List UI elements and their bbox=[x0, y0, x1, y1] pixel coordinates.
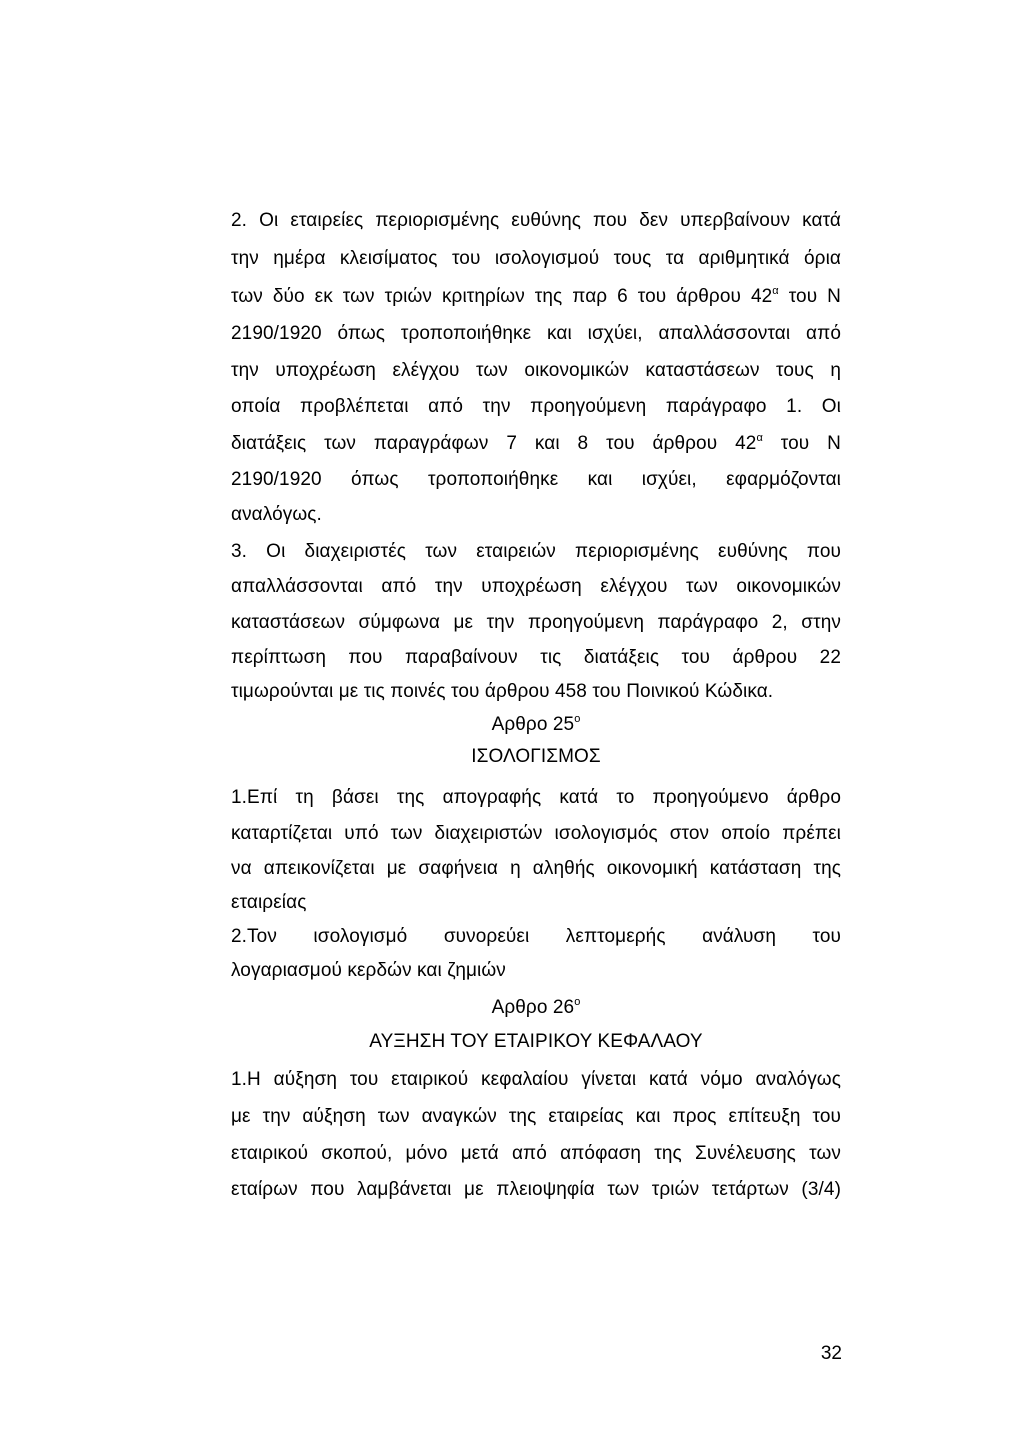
superscript-o: ο bbox=[574, 713, 581, 725]
article-25-line-4: εταιρείας bbox=[231, 892, 307, 913]
article-25-title: ΙΣΟΛΟΓΙΣΜΟΣ bbox=[471, 746, 601, 767]
article-26-line-3: εταιρικού σκοπού, μόνο μετά από απόφαση της Συνέλευσης των bbox=[231, 1143, 841, 1164]
paragraph-2-line-7-text: διατάξεις των παραγράφων 7 και 8 του άρθρου 42 bbox=[231, 433, 757, 454]
paragraph-2-line-8: 2190/1920 όπως τροποποιήθηκε και ισχύει, εφαρμόζονται bbox=[231, 469, 841, 490]
paragraph-3-line-3: καταστάσεων σύμφωνα με την προηγούμενη παράγραφο 2, στην bbox=[231, 612, 841, 633]
paragraph-2-line-7-tail: του Ν bbox=[762, 433, 841, 454]
paragraph-2-line-3-text: των δύο εκ των τριών κριτηρίων της παρ 6 του άρθρου 42 bbox=[231, 286, 773, 307]
paragraph-2-line-5: την υποχρέωση ελέγχου των οικονομικών καταστάσεων τους η bbox=[231, 360, 841, 381]
article-26-line-2: με την αύξηση των αναγκών της εταιρείας και προς επίτευξη του bbox=[231, 1106, 841, 1127]
page-number: 32 bbox=[820, 1343, 842, 1364]
article-25-heading bbox=[231, 713, 841, 737]
paragraph-3-line-5: τιμωρούνται με τις ποινές του άρθρου 458 του Ποινικού Κώδικα. bbox=[231, 681, 774, 702]
article-26-heading bbox=[231, 996, 841, 1020]
article-26-line-1: 1.Η αύξηση του εταιρικού κεφαλαίου γίνεται κατά νόμο αναλόγως bbox=[231, 1069, 841, 1090]
article-25-line-5: 2.Τον ισολογισμό συνορεύει λεπτομερής ανάλυση του bbox=[231, 926, 841, 947]
article-25-line-1: 1.Επί τη βάσει της απογραφής κατά το προηγούμενο άρθρο bbox=[231, 787, 841, 808]
article-25-heading-text: Αρθρο 25 bbox=[491, 714, 575, 735]
paragraph-2-line-4: 2190/1920 όπως τροποποιήθηκε και ισχύει, απαλλάσσονται από bbox=[231, 323, 841, 344]
superscript-o: ο bbox=[574, 996, 581, 1008]
paragraph-2-line-6: οποία προβλέπεται από την προηγούμενη παράγραφο 1. Οι bbox=[231, 396, 841, 417]
paragraph-2-line-7 bbox=[231, 432, 841, 456]
paragraph-2-line-9: αναλόγως. bbox=[231, 504, 322, 525]
paragraph-2-line-3 bbox=[231, 285, 841, 309]
article-26-line-4: εταίρων που λαμβάνεται με πλειοψηφία των τριών τετάρτων (3/4) bbox=[231, 1179, 841, 1200]
article-25-line-3: να απεικονίζεται με σαφήνεια η αληθής οικονομική κατάσταση της bbox=[231, 858, 841, 879]
superscript-alpha: α bbox=[756, 432, 763, 444]
superscript-alpha: α bbox=[772, 285, 779, 297]
article-25-line-6: λογαριασμού κερδών και ζημιών bbox=[231, 960, 506, 981]
paragraph-2-line-2: την ημέρα κλεισίματος του ισολογισμού τους τα αριθμητικά όρια bbox=[231, 248, 841, 269]
article-26-title: ΑΥΞΗΣΗ ΤΟΥ ΕΤΑΙΡΙΚΟΥ ΚΕΦΑΛΑΟΥ bbox=[369, 1031, 703, 1052]
article-25-line-2: καταρτίζεται υπό των διαχειριστών ισολογισμός στον οποίο πρέπει bbox=[231, 823, 841, 844]
paragraph-3-line-4: περίπτωση που παραβαίνουν τις διατάξεις του άρθρου 22 bbox=[231, 647, 841, 668]
paragraph-2-line-1: 2. Οι εταιρείες περιορισμένης ευθύνης που δεν υπερβαίνουν κατά bbox=[231, 210, 841, 231]
article-26-heading-text: Αρθρο 26 bbox=[491, 997, 575, 1018]
paragraph-3-line-1: 3. Οι διαχειριστές των εταιρειών περιορισμένης ευθύνης που bbox=[231, 541, 841, 562]
paragraph-3-line-2: απαλλάσσονται από την υποχρέωση ελέγχου των οικονομικών bbox=[231, 576, 841, 597]
paragraph-2-line-3-tail: του Ν bbox=[778, 286, 841, 307]
